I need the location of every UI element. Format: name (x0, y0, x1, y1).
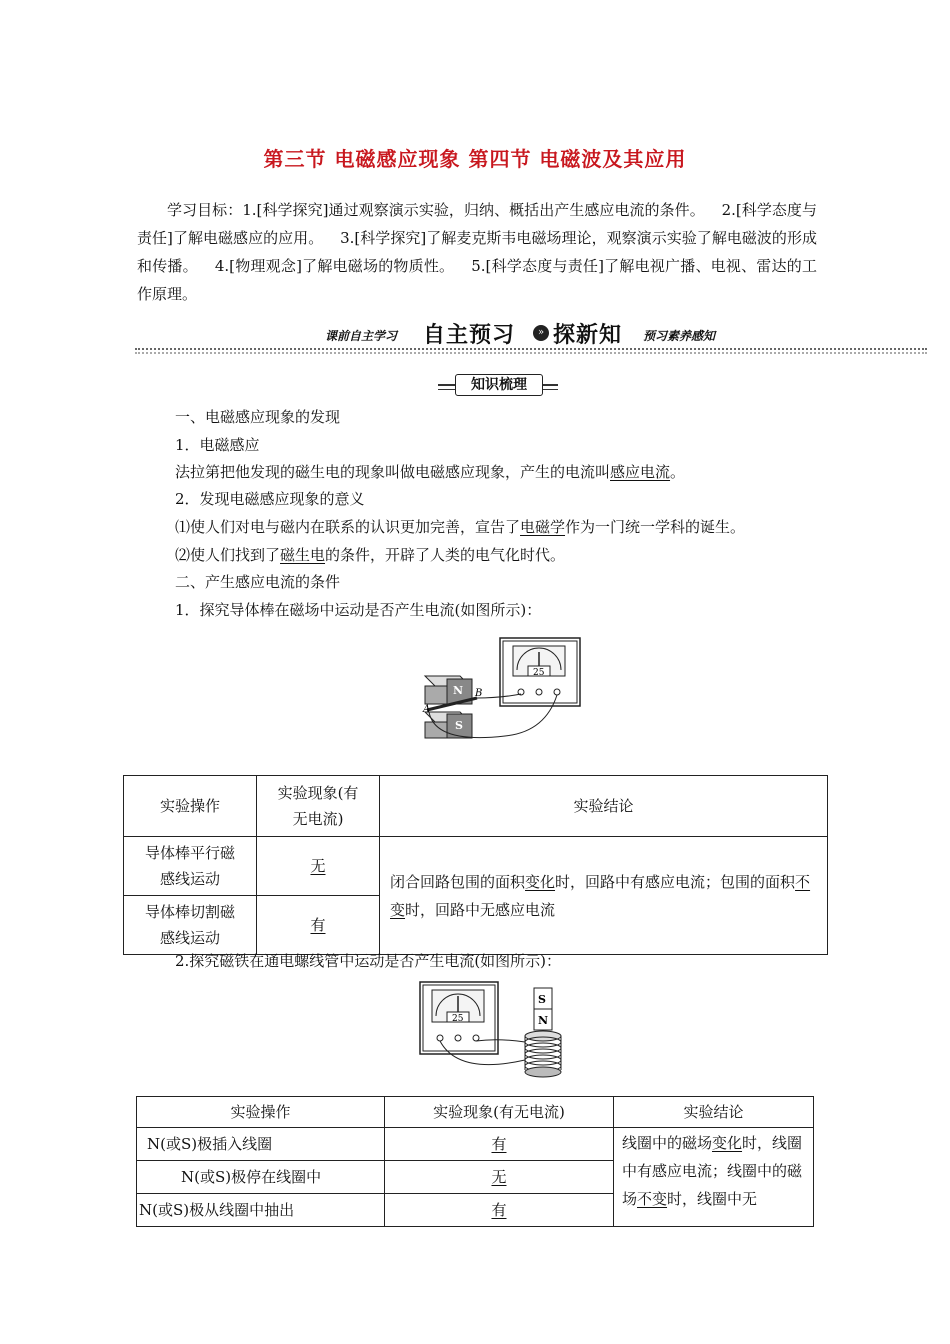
badge-label: 知识梳理 (455, 374, 543, 396)
experiment1-text: 1．探究导体棒在磁场中运动是否产生电流(如图所示)： (175, 601, 542, 619)
table-header-cell: 实验结论 (614, 1097, 814, 1128)
table-header-cell: 实验现象(有无电流) (385, 1097, 614, 1128)
table-cell (385, 1194, 614, 1227)
text-fragment: 感线运动 (159, 870, 220, 888)
banner-left-label: 课前自主学习 (325, 329, 398, 343)
figure-solenoid (418, 980, 578, 1085)
magnet-s-label: S (455, 719, 463, 732)
page-title: 第三节 电磁感应现象 第四节 电磁波及其应用 (263, 147, 687, 171)
text-fragment: 时，线圈中有感应电流；线圈中的磁场 (622, 1134, 803, 1208)
table-cell: N(或S)极停在线圈中 (137, 1161, 385, 1194)
banner-title-1: 自主预习 (423, 323, 516, 348)
table-conclusion-cell (380, 837, 828, 955)
table-row (124, 837, 828, 896)
text-fragment: 实验现象(有 (277, 784, 359, 802)
answer-underline: 有 (491, 1201, 507, 1219)
table-header-row (124, 776, 828, 837)
text-fragment: ⑴使人们对电与磁内在联系的认识更加完善，宣告了 (175, 518, 521, 536)
section-banner (135, 318, 927, 352)
answer-underline: 感应电流 (610, 463, 671, 481)
table-header-cell: 实验结论 (380, 776, 828, 837)
answer-underline: 不变 (637, 1190, 668, 1208)
goal-item: 4.[物理观念]了解电磁场的物质性。 (214, 257, 455, 275)
text-fragment: 。 (670, 463, 686, 481)
table-cell (385, 1161, 614, 1194)
goal-item: 5.[科学态度与责任]了解电视广播、电视、雷达的工作原理。 (137, 257, 817, 303)
table-header-row (137, 1097, 814, 1128)
answer-underline: 磁生电 (280, 546, 326, 564)
learning-goals (137, 196, 817, 308)
goal-item: 2.[科学态度与责任]了解电磁感应的应用。 (137, 201, 817, 247)
table-cell (385, 1128, 614, 1161)
magnet-n-label: N (453, 684, 464, 697)
goals-lead: 学习目标： (167, 201, 243, 219)
table-magnet-experiment (136, 1096, 814, 1227)
section1-sub2: 2．发现电磁感应现象的意义 (175, 490, 365, 508)
table-cell (124, 896, 257, 955)
text-fragment: 的条件，开辟了人类的电气化时代。 (325, 546, 566, 564)
text-fragment: 时，回路中有感应电流；包围的面积 (555, 872, 796, 891)
table-conclusion-cell (614, 1128, 814, 1227)
table-cell (124, 837, 257, 896)
meter-scale: 25 (452, 1014, 464, 1024)
meter-scale: 25 (533, 668, 545, 678)
rod-end-a-label: A (423, 704, 431, 715)
answer-underline: 不变 (390, 872, 811, 919)
text-fragment: 导体棒切割磁 (144, 903, 235, 921)
table-header-cell: 实验操作 (124, 776, 257, 837)
magnet-n-label: N (538, 1014, 549, 1027)
table-cell: N(或S)极插入线圈 (137, 1128, 385, 1161)
banner-divider (135, 352, 927, 354)
text-fragment: 线圈中的磁场 (622, 1134, 713, 1152)
rod-end-b-label: B (475, 688, 483, 699)
table-cell (257, 837, 380, 896)
experiment2-text: 2.探究磁铁在通电螺线管中运动是否产生电流(如图所示)： (175, 952, 562, 970)
text-fragment: 时，线圈中无 (667, 1190, 758, 1208)
text-fragment: 法拉第把他发现的磁生电的现象叫做电磁感应现象，产生的电流叫 (175, 463, 611, 481)
answer-underline: 无 (310, 857, 326, 875)
goal-item: 1.[科学探究]通过观察演示实验，归纳、概括出产生感应电流的条件。 (242, 201, 705, 219)
table-header-cell: 实验操作 (137, 1097, 385, 1128)
answer-underline: 变化 (525, 872, 556, 891)
banner-arrow-icon: » (533, 325, 549, 341)
text-fragment: 作为一门统一学科的诞生。 (565, 518, 746, 536)
answer-underline: 电磁学 (520, 518, 566, 536)
section1-sub1: 1．电磁感应 (175, 436, 260, 454)
section1-sub1-text (175, 462, 835, 482)
text-fragment: 无电流) (292, 810, 344, 828)
knowledge-badge (438, 373, 558, 397)
section1-point1 (175, 517, 835, 537)
table-cell: N(或S)极从线圈中抽出 (137, 1194, 385, 1227)
answer-underline: 无 (491, 1168, 507, 1186)
answer-underline: 有 (491, 1135, 507, 1153)
table-row (137, 1128, 814, 1161)
text-fragment: 时，回路中无感应电流 (405, 900, 556, 919)
section1-point2 (175, 545, 835, 565)
text-fragment: 闭合回路包围的面积 (390, 872, 526, 891)
text-fragment: 导体棒平行磁 (144, 844, 235, 862)
magnet-s-label: S (538, 993, 546, 1006)
answer-underline: 变化 (712, 1134, 743, 1152)
section1-heading: 一、电磁感应现象的发现 (175, 408, 341, 426)
banner-divider (135, 348, 927, 350)
banner-right-label: 预习素养感知 (643, 329, 716, 343)
figure-conductor-rod (415, 636, 595, 746)
banner-title-2: 探新知 (553, 323, 623, 348)
table-cell (257, 896, 380, 955)
goal-item: 3.[科学探究]了解麦克斯韦电磁场理论，观察演示实验了解电磁波的形成和传播。 (137, 229, 817, 275)
table-header-cell (257, 776, 380, 837)
text-fragment: 感线运动 (159, 929, 220, 947)
answer-underline: 有 (310, 916, 326, 934)
text-fragment: ⑵使人们找到了 (175, 546, 281, 564)
section2-heading: 二、产生感应电流的条件 (175, 573, 341, 591)
table-conductor-experiment (123, 775, 828, 955)
